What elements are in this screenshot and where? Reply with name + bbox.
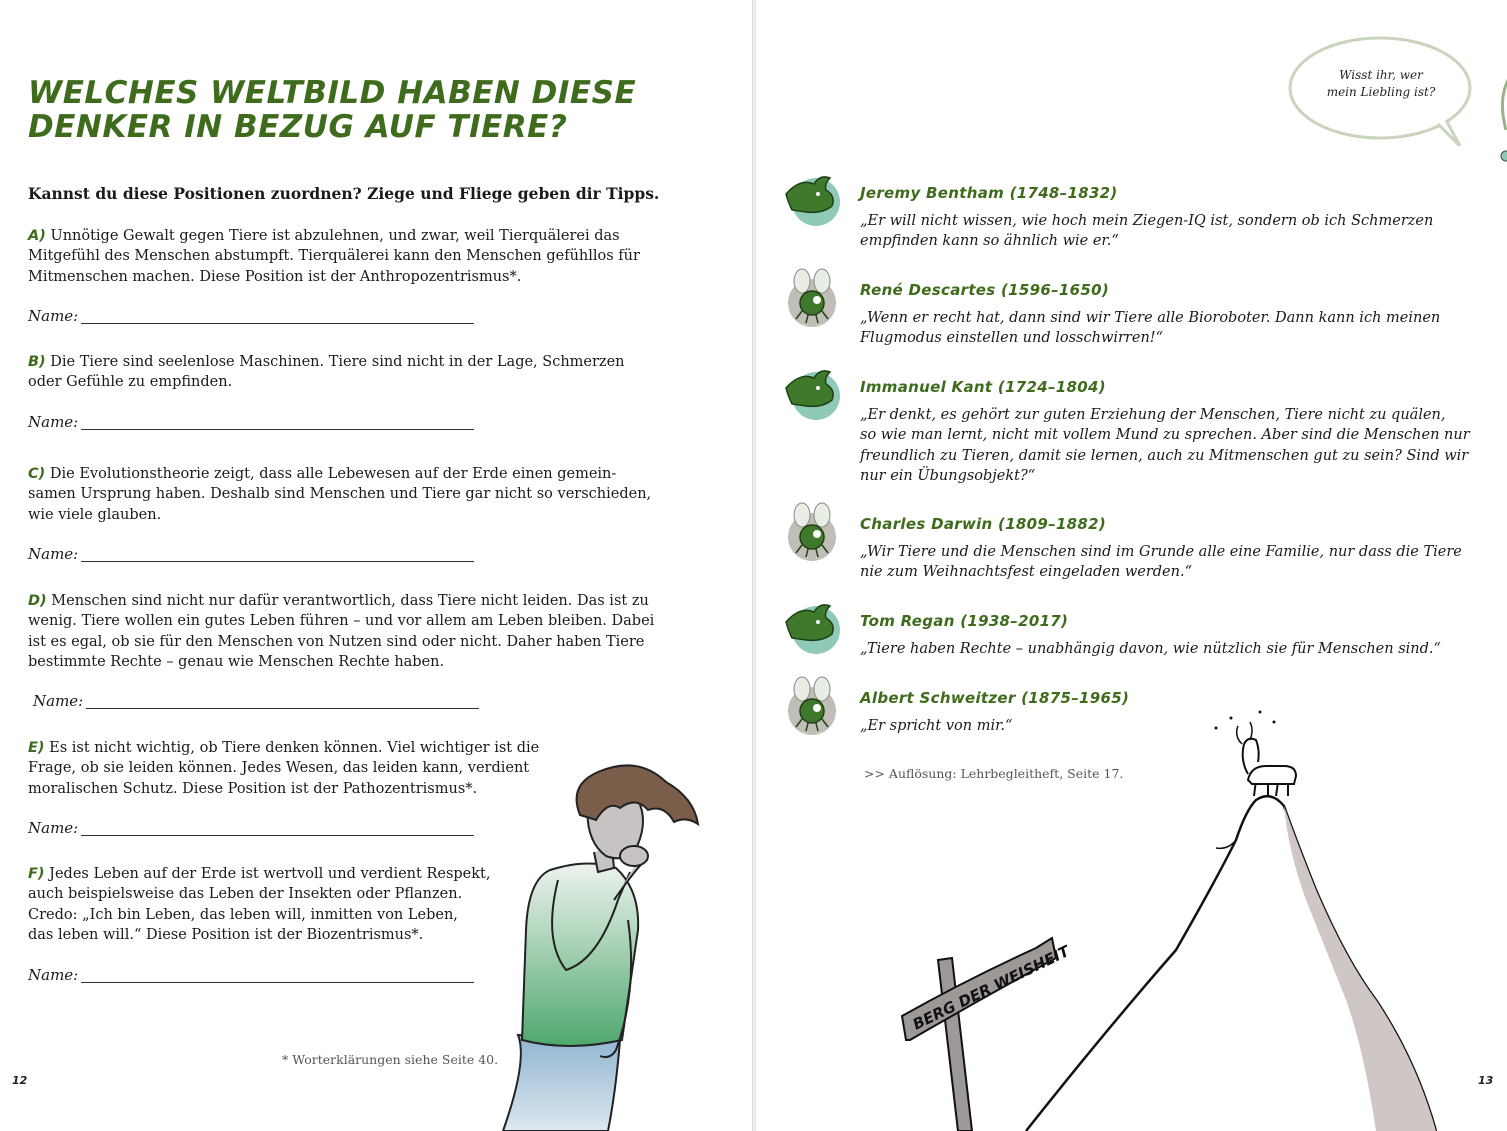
fly-icon <box>780 267 844 329</box>
name-field-c[interactable] <box>28 544 78 566</box>
task-d: D) Menschen sind nicht nur dafür verantwortlich, dass Tiere nicht leiden. Das ist zu wenig. Tiere wollen ein gutes Leben führen – und vor allem am Leben bleiben. Dabei ist es egal, ob sie für den Menschen von Nutzen sind oder nicht. Daher haben Tiere bestimmte Rechte – genau wie Menschen Rechte haben. <box>28 593 655 671</box>
page-number: 13 <box>1478 1074 1494 1087</box>
page-title: WELCHES WELTBILD HABEN DIESE DENKER IN BEZUG AUF TIERE? <box>28 75 637 145</box>
task-f: F) Jedes Leben auf der Erde ist wertvoll und verdient Respekt, auch beispielsweise das Leben der Insekten oder Pflanzen. Credo: „Ich bin Leben, das leben will, inmitten von Leben, das leben will.“ Diese Position ist der Biozentrismus*. <box>28 866 491 944</box>
page-number: 12 <box>12 1074 28 1087</box>
name-field-e[interactable] <box>28 818 78 840</box>
partial-goat-icon <box>1494 70 1507 200</box>
fly-icon <box>780 501 844 563</box>
name-label: Name: <box>28 413 79 431</box>
goat-on-peak-icon <box>1215 711 1297 797</box>
task-c: C) Die Evolutionstheorie zeigt, dass alle Lebewesen auf der Erde einen gemein- samen Ursprung haben. Deshalb sind Menschen und Tiere gar nicht so verschieden, wie viele glauben. <box>28 466 652 523</box>
task-a: A) Unnötige Gewalt gegen Tiere ist abzulehnen, und zwar, weil Tierquälerei das Mitgefühl des Menschen abstumpft. Tierquälerei kann den Menschen gefühllos für Mitmenschen machen. Diese Position ist der Anthropozentrismus*. <box>28 228 640 285</box>
name-field-a[interactable] <box>28 306 78 328</box>
signpost-text: BERG DER WEISHEIT <box>909 942 1073 1034</box>
thinker-entry-darwin <box>860 515 1500 583</box>
answer-line[interactable] <box>81 561 474 562</box>
task-letter: F) <box>28 866 45 882</box>
task-e: E) Es ist nicht wichtig, ob Tiere denken können. Viel wichtiger ist die Frage, ob sie leiden können. Jedes Wesen, das leiden kann, verdient moralischen Schutz. Diese Position ist der Pathozentrismus*. <box>28 740 540 797</box>
task-letter: C) <box>28 466 46 482</box>
thinker-name: Charles Darwin (1809–1882) <box>860 515 1107 533</box>
task-letter: B) <box>28 354 46 370</box>
thinker-quote: „Er denkt, es gehört zur guten Erziehung der Menschen, Tiere nicht zu quälen, so wie man lernt, nicht mit vollem Mund zu sprechen. Aber sind die Menschen nur freundlich zu Tieren, damit sie lernen, auch zu Mitmenschen gut zu sein? Sind wir nur ein Übungsobjekt?“ <box>860 407 1470 485</box>
right-page <box>756 0 1507 1131</box>
task-b: B) Die Tiere sind seelenlose Maschinen. Tiere sind nicht in der Lage, Schmerzen oder Gefühle zu empfinden. <box>28 354 625 391</box>
thinker-quote: „Er spricht von mir.“ <box>860 718 1013 734</box>
thinker-quote: „Wir Tiere und die Menschen sind im Grunde alle eine Familie, nur dass die Tiere nie zum Weihnachtsfest eingeladen werden.“ <box>860 544 1462 581</box>
task-letter: D) <box>28 593 47 609</box>
intro-text: Kannst du diese Positionen zuordnen? Ziege und Fliege geben dir Tipps. <box>28 184 660 203</box>
name-field-f[interactable] <box>28 965 78 987</box>
speech-bubble-text: Wisst ihr, wer mein Liebling ist? <box>1326 68 1436 99</box>
thinker-name: Jeremy Bentham (1748–1832) <box>860 184 1118 202</box>
left-page <box>0 0 752 1131</box>
thinker-entry-regan <box>860 612 1500 659</box>
mountain-illustration <box>876 700 1506 1131</box>
thinker-name: Albert Schweitzer (1875–1965) <box>860 689 1130 707</box>
name-label: Name: <box>28 966 79 984</box>
name-label: Name: <box>28 819 79 837</box>
task-letter: A) <box>28 228 46 244</box>
answer-line[interactable] <box>86 708 479 709</box>
goat-icon <box>780 598 844 660</box>
goat-icon <box>780 170 844 232</box>
answer-line[interactable] <box>81 429 474 430</box>
thinking-boy-illustration <box>488 760 752 1131</box>
name-label: Name: <box>33 692 84 710</box>
solution-reference: >> Auflösung: Lehrbegleitheft, Seite 17. <box>864 766 1124 781</box>
thinker-quote: „Wenn er recht hat, dann sind wir Tiere alle Bioroboter. Dann kann ich meinen Flugmodus einstellen und losschwirren!“ <box>860 310 1441 347</box>
goat-icon <box>780 364 844 426</box>
name-label: Name: <box>28 307 79 325</box>
name-field-d[interactable] <box>33 691 83 713</box>
thinker-quote: „Er will nicht wissen, wie hoch mein Ziegen-IQ ist, sondern ob ich Schmerzen empfinden kann so ähnlich wie er.“ <box>860 213 1434 250</box>
footnote: * Worterklärungen siehe Seite 40. <box>282 1052 499 1067</box>
thinker-name: Immanuel Kant (1724–1804) <box>860 378 1106 396</box>
thinker-entry-bentham <box>860 184 1500 252</box>
thinker-entry-descartes <box>860 281 1500 349</box>
answer-line[interactable] <box>81 982 474 983</box>
thinker-name: René Descartes (1596–1650) <box>860 281 1110 299</box>
thinker-entry-kant <box>860 378 1500 487</box>
thinker-quote: „Tiere haben Rechte – unabhängig davon, wie nützlich sie für Menschen sind.“ <box>860 641 1441 657</box>
task-letter: E) <box>28 740 45 756</box>
thinker-name: Tom Regan (1938–2017) <box>860 612 1069 630</box>
fly-icon <box>780 675 844 737</box>
name-field-b[interactable] <box>28 412 78 434</box>
name-label: Name: <box>28 545 79 563</box>
answer-line[interactable] <box>81 323 474 324</box>
answer-line[interactable] <box>81 835 474 836</box>
